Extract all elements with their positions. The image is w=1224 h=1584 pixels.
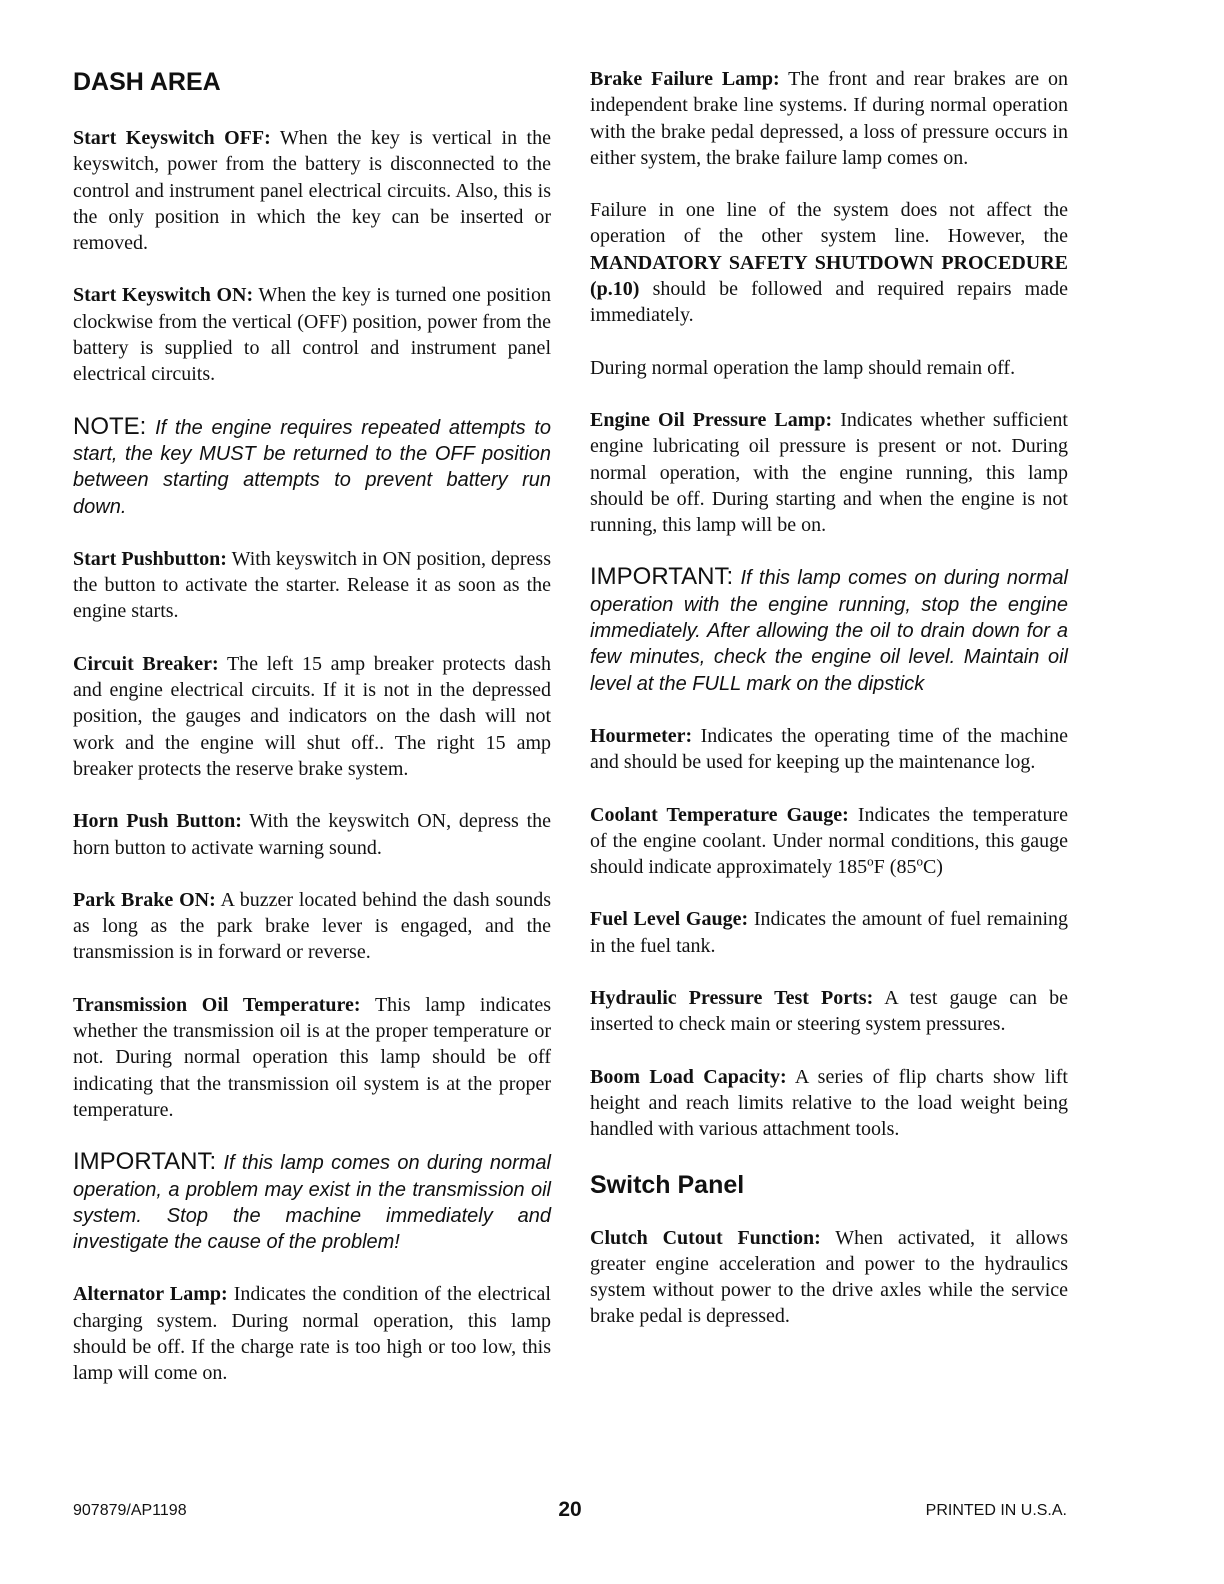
description: When the key is turned one position clockwise from the vertical (OFF) position, power from the battery is supplied to all control and instrument panel electrical circuits. xyxy=(73,284,552,386)
term: Horn Push Button: xyxy=(73,810,242,833)
paragraph-start-keyswitch-off xyxy=(73,125,551,256)
paragraph-hourmeter xyxy=(590,723,1068,776)
paragraph-start-keyswitch-on xyxy=(73,282,551,387)
degree-symbol: o xyxy=(916,853,923,869)
paragraph-brake-failure-lamp xyxy=(590,66,1068,171)
description: This lamp indicates whether the transmission oil is at the proper temperature or not. During normal operation this lamp should be off indicating that the transmission oil system is at the proper temperature. xyxy=(73,993,551,1121)
important-transmission xyxy=(73,1149,551,1255)
paragraph-engine-oil-pressure-lamp xyxy=(590,407,1068,538)
term: Start Pushbutton: xyxy=(73,547,227,570)
description: The front and rear brakes are on independent brake line systems. If during normal operation with the brake pedal depressed, a loss of pressure occurs in either system, the brake failure lamp comes on. xyxy=(590,68,1068,169)
section-heading-switch-panel: Switch Panel xyxy=(590,1170,745,1199)
term: Clutch Cutout Function: xyxy=(590,1226,821,1249)
paragraph-circuit-breaker xyxy=(73,651,551,782)
description: Indicates whether sufficient engine lubricating oil pressure is present or not. During normal operation, with the engine running, this lamp should be off. During starting and when the engine is not running, this lamp will be on. xyxy=(590,408,1068,537)
description: The left 15 amp breaker protects dash and engine electrical circuits. If it is not in the depressed position, the gauges and indicators on the dash will not work and the engine will shut off.. The right 15 amp breaker protects the reserve brake system. xyxy=(73,652,551,780)
section-heading-dash-area: DASH AREA xyxy=(73,68,221,96)
left-column xyxy=(73,66,551,1413)
important-engine-oil xyxy=(590,564,1068,696)
note-text: If the engine requires repeated attempts to start, the key MUST be returned to the OFF position between starting attempts to prevent battery run down. xyxy=(73,416,551,518)
description: Indicates the temperature of the engine coolant. Under normal conditions, this gauge should indicate approximately 185 xyxy=(590,803,1069,879)
term: Hydraulic Pressure Test Ports: xyxy=(590,987,874,1010)
paragraph-start-pushbutton xyxy=(73,546,551,625)
right-column xyxy=(590,66,1068,1356)
term: Boom Load Capacity: xyxy=(590,1065,787,1088)
note-repeated-attempts xyxy=(73,414,551,520)
paragraph-park-brake-on xyxy=(73,887,551,966)
printed-in-label: PRINTED IN U.S.A. xyxy=(925,1502,1067,1519)
page-footer xyxy=(73,1500,1067,1526)
term: Brake Failure Lamp: xyxy=(590,68,780,90)
description: When activated, it allows greater engine acceleration and power to the hydraulics system without power to the drive axles while the service brake pedal is depressed. xyxy=(590,1226,1068,1328)
paragraph-coolant-temperature-gauge xyxy=(590,802,1068,881)
description: A buzzer located behind the dash sounds as long as the park brake lever is engaged, and the transmission is in forward or reverse. xyxy=(73,888,552,964)
paragraph-lamp-remain-off: During normal operation the lamp should remain off. xyxy=(590,356,1016,379)
page-number: 20 xyxy=(558,1498,582,1521)
note-label: NOTE: xyxy=(73,412,147,440)
paragraph-transmission-oil-temperature xyxy=(73,992,551,1123)
paragraph-failure-one-line xyxy=(590,197,1068,328)
description-end: C) xyxy=(922,856,943,879)
important-text: If this lamp comes on during normal operation with the engine running, stop the engine immediately. After allowing the oil to drain down for a few minutes, check the engine oil level. Maintain oil level at the FULL mark on the dipstick xyxy=(590,567,1068,695)
description: Indicates the condition of the electrical charging system. During normal operation, this lamp should be off. If the charge rate is too high or too low, this lamp will come on. xyxy=(73,1283,551,1385)
paragraph-fuel-level-gauge xyxy=(590,906,1068,959)
description-mid: F (85 xyxy=(873,856,917,879)
paragraph-alternator-lamp xyxy=(73,1281,551,1386)
paragraph-boom-load-capacity xyxy=(590,1064,1068,1143)
term: Start Keyswitch ON: xyxy=(73,284,254,307)
important-label: IMPORTANT: xyxy=(73,1148,217,1176)
description: A series of flip charts show lift height and reach limits relative to the load weight being handled with various attachment tools. xyxy=(590,1065,1068,1141)
term: Fuel Level Gauge: xyxy=(590,908,749,931)
term: Hourmeter: xyxy=(590,724,693,747)
description: Indicates the amount of fuel remaining in the fuel tank. xyxy=(590,908,1069,957)
term: Circuit Breaker: xyxy=(73,652,219,675)
description: With the keyswitch ON, depress the horn button to activate warning sound. xyxy=(73,810,552,859)
paragraph-clutch-cutout-function xyxy=(590,1225,1068,1330)
term: Start Keyswitch OFF: xyxy=(73,127,271,149)
degree-symbol: o xyxy=(867,853,874,869)
important-text: If this lamp comes on during normal operation, a problem may exist in the transmission oil system. Stop the machine immediately and investigate the cause of the problem! xyxy=(73,1152,551,1254)
term: Transmission Oil Temperature: xyxy=(73,993,361,1016)
paragraph-hydraulic-pressure-test-ports xyxy=(590,985,1068,1038)
text-pre: Failure in one line of the system does not affect the operation of the other system line. However, the xyxy=(590,199,1068,248)
text-post: should be followed and required repairs made immediately. xyxy=(590,278,1068,327)
description: A test gauge can be inserted to check main or steering system pressures. xyxy=(590,987,1068,1036)
term: Engine Oil Pressure Lamp: xyxy=(590,408,833,431)
description: When the key is vertical in the keyswitch, power from the battery is disconnected to the control and instrument panel electrical circuits. Also, this is the only position in which the key can be inserted or removed. xyxy=(73,127,551,255)
description: Indicates the operating time of the machine and should be used for keeping up the maintenance log. xyxy=(590,724,1068,774)
document-number: 907879/AP1198 xyxy=(73,1502,187,1519)
important-label: IMPORTANT: xyxy=(590,563,734,591)
term: Alternator Lamp: xyxy=(73,1283,228,1306)
description: With keyswitch in ON position, depress the button to activate the starter. Release it as soon as the engine starts. xyxy=(73,547,551,623)
term: Coolant Temperature Gauge: xyxy=(590,803,849,826)
shutdown-procedure-reference: MANDATORY SAFETY SHUTDOWN PROCEDURE (p.10) xyxy=(590,251,1068,301)
paragraph-horn-push-button xyxy=(73,808,551,861)
term: Park Brake ON: xyxy=(73,888,216,911)
